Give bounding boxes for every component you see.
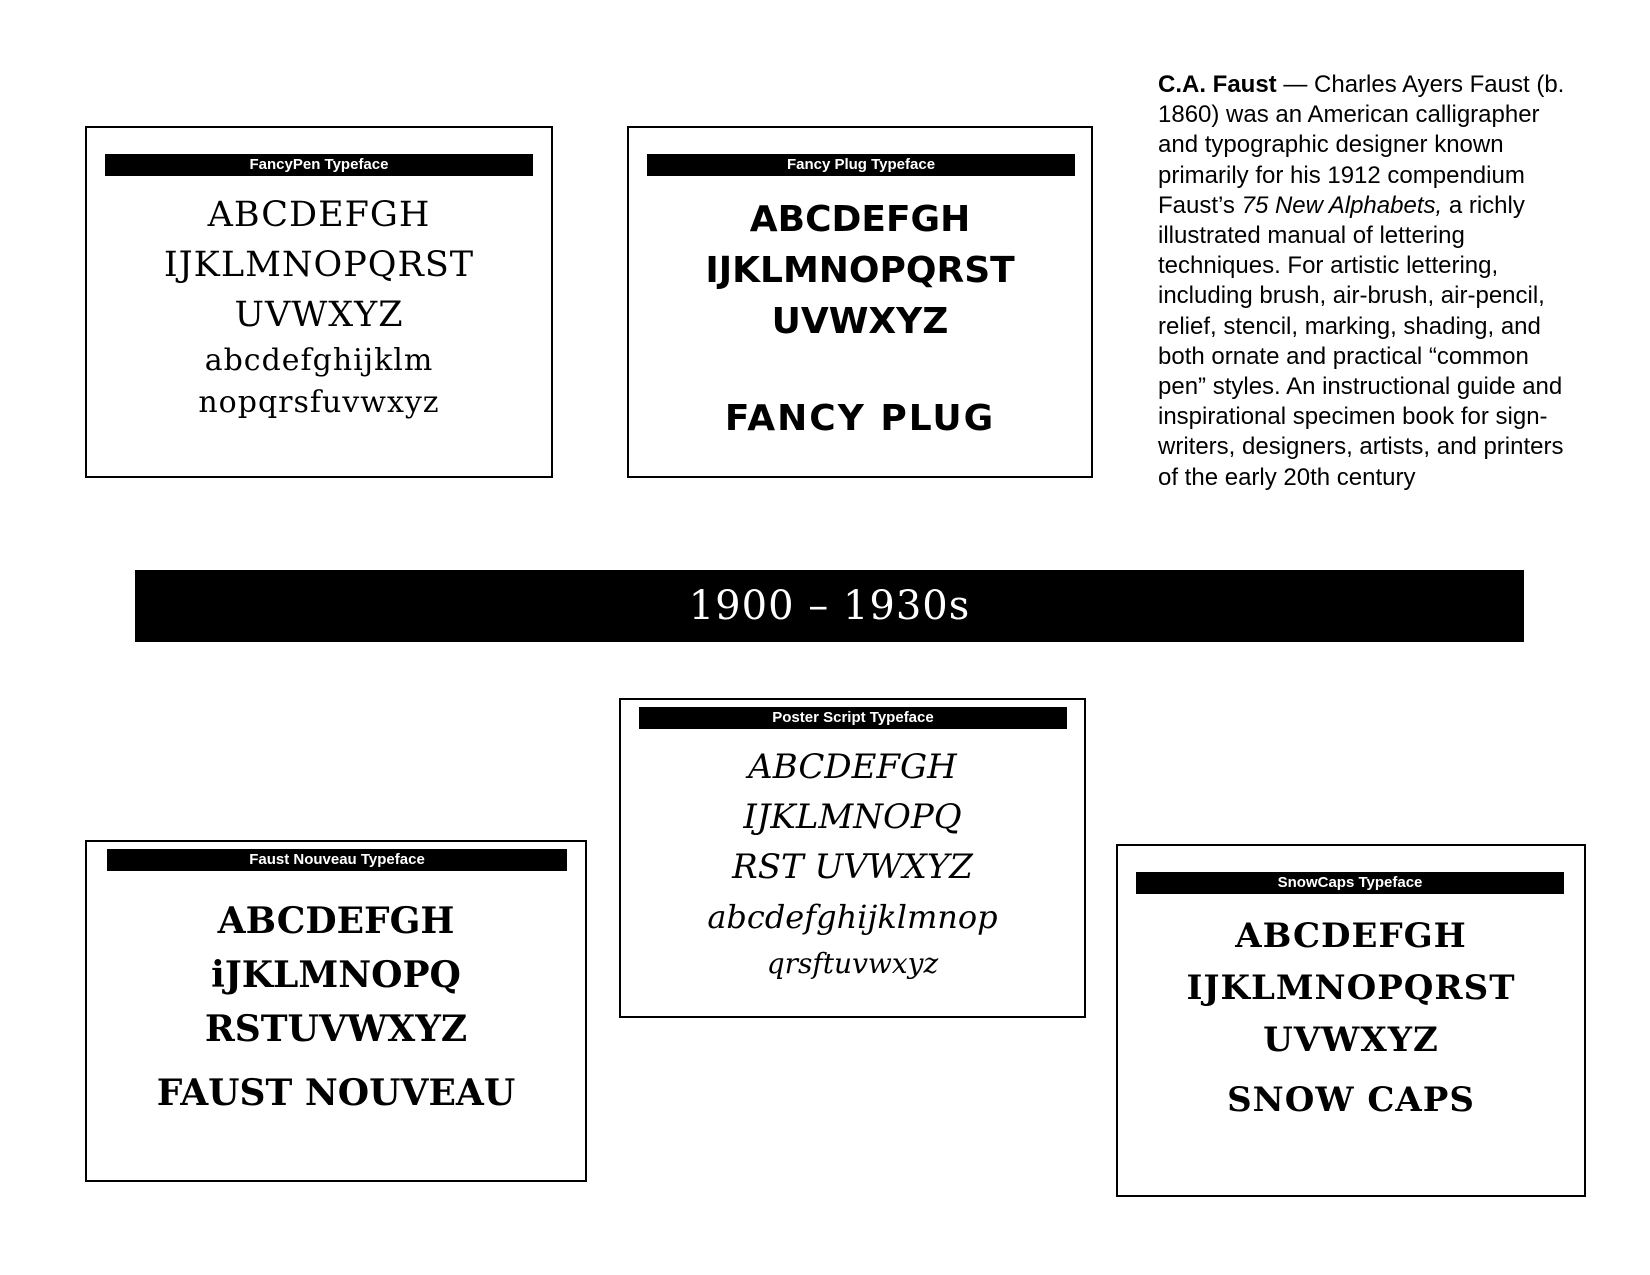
snowcaps-name-sample: SNOW CAPS <box>1227 1080 1475 1120</box>
poster-script-line-3: RST UVWXYZ <box>732 847 973 887</box>
fancypen-uppercase-line-3: UVWXYZ <box>234 295 404 335</box>
fancyplug-card-header: Fancy Plug Typeface <box>647 154 1075 176</box>
fancypen-uppercase-line-2: IJKLMNOPQRST <box>163 245 475 285</box>
poster-script-line-1: ABCDEFGH <box>748 747 957 787</box>
fancyplug-line-3: UVWXYZ <box>771 301 949 342</box>
poster-script-line-2: IJKLMNOPQ <box>743 797 962 837</box>
snowcaps-card-header: SnowCaps Typeface <box>1136 872 1564 894</box>
poster-script-specimen <box>621 742 1084 986</box>
faust-nouveau-line-3: RSTUVWXYZ <box>204 1008 468 1050</box>
poster-script-line-5: qrsftuvwxyz <box>766 947 939 980</box>
ca-faust-description <box>1158 70 1578 493</box>
faust-nouveau-card-header: Faust Nouveau Typeface <box>107 849 567 871</box>
era-banner: 1900 – 1930s <box>135 570 1524 642</box>
fancypen-lowercase-line-1: abcdefghijklm <box>204 343 434 378</box>
fancypen-uppercase-line-1: ABCDEFGH <box>207 195 431 235</box>
snowcaps-line-3: UVWXYZ <box>1263 1020 1439 1060</box>
faust-nouveau-line-1: ABCDEFGH <box>217 900 455 942</box>
ca-faust-text-part-1: — Charles Ayers Faust (b. 1860) was an American calligrapher and typographic designer known primarily for his 1912 compendium Faust’s <box>1158 71 1565 219</box>
fancyplug-name-sample: FANCY PLUG <box>724 398 996 439</box>
fancyplug-line-2: IJKLMNOPQRST <box>705 250 1015 291</box>
snowcaps-specimen-card <box>1116 844 1586 1197</box>
poster-script-card-header: Poster Script Typeface <box>639 707 1067 729</box>
faust-nouveau-line-2: iJKLMNOPQ <box>211 954 461 996</box>
poster-script-line-4: abcdefghijklmnop <box>707 898 998 936</box>
fancypen-specimen <box>87 190 551 424</box>
fancypen-lowercase-line-2: nopqrsfuvwxyz <box>198 385 440 420</box>
faust-nouveau-specimen <box>87 894 585 1120</box>
fancyplug-specimen-card <box>627 126 1093 478</box>
fancypen-card-header: FancyPen Typeface <box>105 154 533 176</box>
faust-nouveau-name-sample: FAUST NOUVEAU <box>156 1072 516 1114</box>
alphabets-book-title: 75 New Alphabets, <box>1241 191 1443 219</box>
fancypen-specimen-card <box>85 126 553 478</box>
poster-script-specimen-card <box>619 698 1086 1018</box>
fancyplug-specimen <box>629 194 1091 444</box>
ca-faust-text-part-2: a richly illustrated manual of lettering techniques. For artistic lettering, including brush, air-brush, air-pencil, relief, stencil, marking, shading, and both ornate and practical “common pen” styles. An instructional guide and inspirational specimen book for sign-writers, designers, artists, and printers of the early 20th century <box>1158 191 1564 491</box>
snowcaps-line-1: ABCDEFGH <box>1235 916 1467 956</box>
snowcaps-line-2: IJKLMNOPQRST <box>1186 968 1516 1008</box>
fancyplug-line-1: ABCDEFGH <box>749 199 971 240</box>
snowcaps-specimen <box>1118 910 1584 1126</box>
faust-nouveau-specimen-card <box>85 840 587 1182</box>
ca-faust-name: C.A. Faust <box>1158 71 1277 98</box>
